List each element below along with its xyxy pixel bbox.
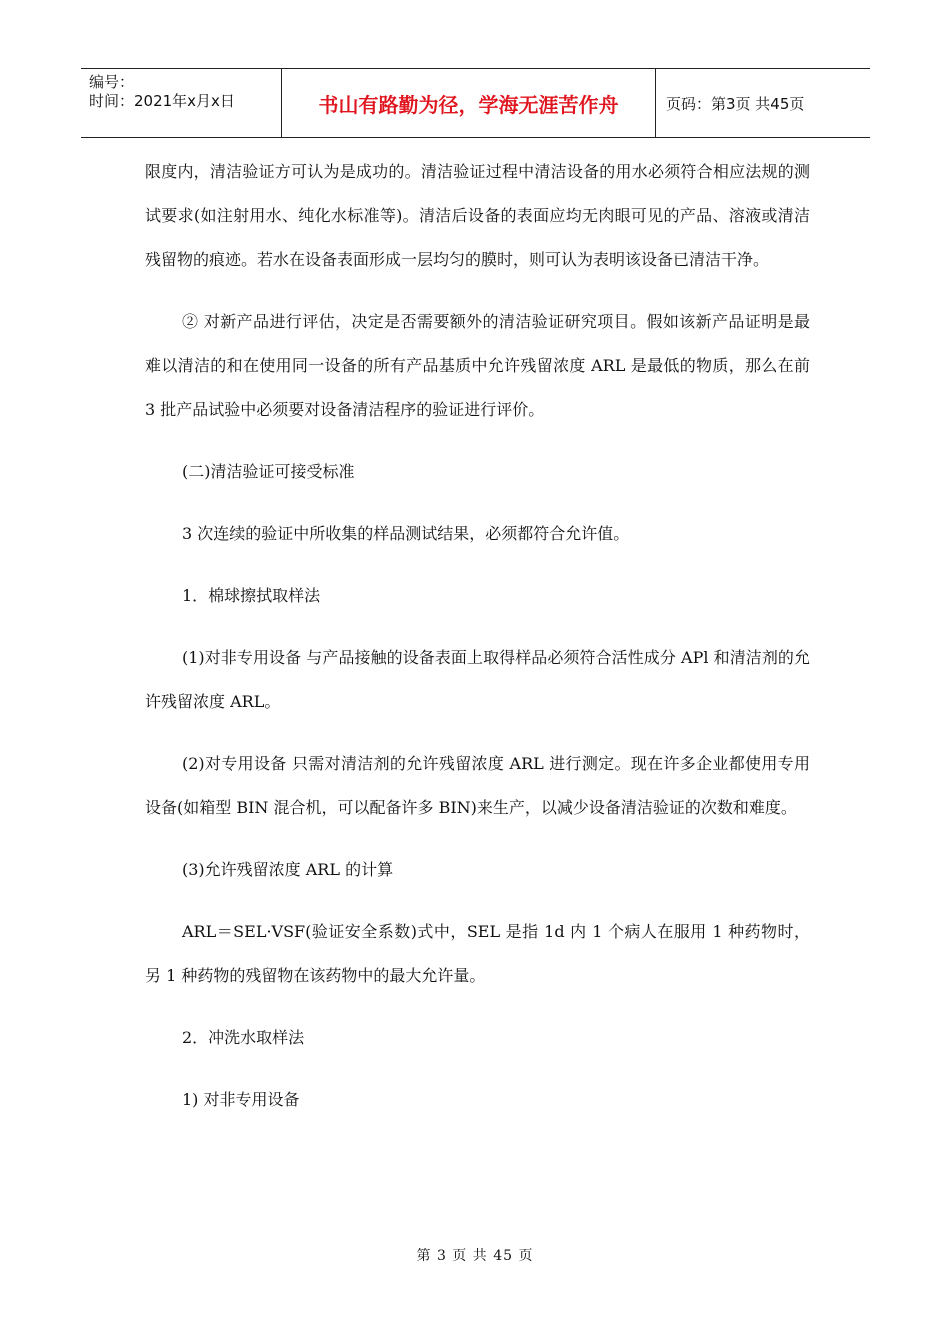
paragraph: 3 次连续的验证中所收集的样品测试结果，必须都符合允许值。 xyxy=(182,524,630,543)
time-label: 时间：2021年x月x日 xyxy=(89,92,235,110)
page-footer: 第 3 页 共 45 页 xyxy=(416,1248,534,1264)
header-motto: 书山有路勤为径，学海无涯苦作舟 xyxy=(282,69,656,137)
paragraph: (1)对非专用设备 与产品接触的设备表面上取得样品必须符合活性成分 APl 和清洁剂的允许残留浓度 ARL。 xyxy=(145,648,810,711)
subsection-heading: 2．冲洗水取样法 xyxy=(182,1028,305,1047)
header-page-code: 页码：第3页 共45页 xyxy=(666,94,805,113)
subsection-heading: 1) 对非专用设备 xyxy=(182,1090,300,1109)
number-label: 编号： xyxy=(89,73,135,91)
subsection-heading: (3)允许残留浓度 ARL 的计算 xyxy=(182,860,394,879)
header-table xyxy=(81,68,870,138)
document-body xyxy=(145,150,810,1140)
paragraph: ② 对新产品进行评估，决定是否需要额外的清洁验证研究项目。假如该新产品证明是最难以清洁的和在使用同一设备的所有产品基质中允许残留浓度 ARL 是最低的物质，那么在前 3 批产品试验中必须要对设备清洁程序的验证进行评价。 xyxy=(145,312,810,419)
paragraph: ARL＝SEL·VSF(验证安全系数)式中，SEL 是指 1d 内 1 个病人在服用 1 种药物时，另 1 种药物的残留物在该药物中的最大允许量。 xyxy=(145,922,810,985)
subsection-heading: 1．棉球擦拭取样法 xyxy=(182,586,321,605)
paragraph: 限度内，清洁验证方可认为是成功的。清洁验证过程中清洁设备的用水必须符合相应法规的测试要求(如注射用水、纯化水标准等)。清洁后设备的表面应均无肉眼可见的产品、溶液或清洁残留物的痕迹。若水在设备表面形成一层均匀的膜时，则可认为表明该设备已清洁干净。 xyxy=(145,162,810,269)
paragraph: (2)对专用设备 只需对清洁剂的允许残留浓度 ARL 进行测定。现在许多企业都使用专用设备(如箱型 BIN 混合机，可以配备许多 BIN)来生产，以减少设备清洁验证的次数和难度。 xyxy=(145,754,810,817)
section-heading: (二)清洁验证可接受标准 xyxy=(182,462,355,481)
header-meta xyxy=(81,69,282,137)
